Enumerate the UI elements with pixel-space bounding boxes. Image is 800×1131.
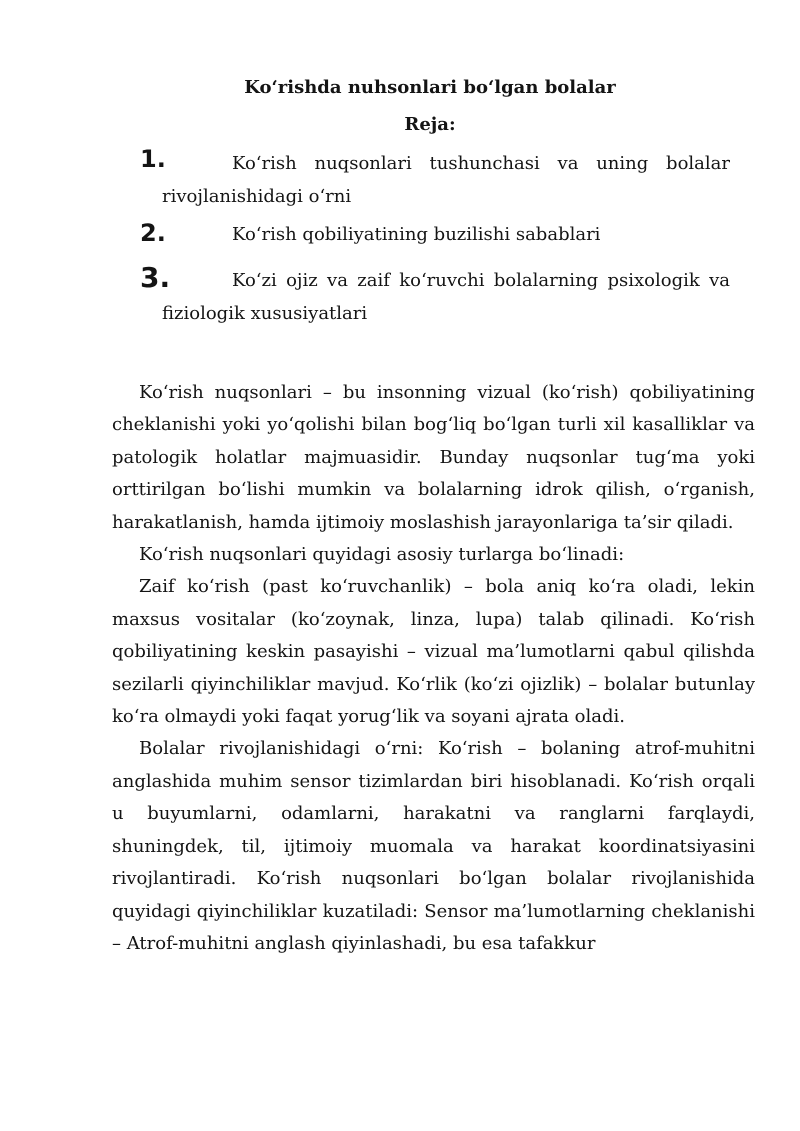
plan-item [140, 261, 730, 330]
plan-heading: Reja: [404, 114, 456, 135]
body-paragraph: Bolalar rivojlanishidagi o‘rni: Ko‘rish – bolaning atrof-muhitni anglashida muhim sensor tizimlardan biri hisoblanadi. Ko‘rish orqali u buyumlarni, odamlarni, harakatni va ranglarni farqlaydi, shuningdek, til, ijtimoiy muomala va harakat koordinatsiyasini rivojlantiradi. Ko‘rish nuqsonlari bo‘lgan bolalar rivojlanishida quyidagi qiyinchiliklar kuzatiladi: Sensor ma’lumotlarning cheklanishi – Atrof-muhitni anglash qiyinlashadi, bu esa tafakkur [112, 738, 755, 954]
document-body [112, 377, 755, 960]
plan-item-text: Ko‘rish qobiliyatining buzilishi sabablari [232, 224, 601, 245]
body-paragraph: Ko‘rish nuqsonlari quyidagi asosiy turlarga bo‘linadi: [139, 544, 625, 566]
plan-item-number: 3. [140, 261, 171, 294]
plan-item-text: Ko‘rish nuqsonlari tushunchasi va uning bolalar rivojlanishidagi o‘rni [162, 153, 730, 207]
plan-item-number: 1. [140, 145, 166, 173]
plan-item [140, 218, 730, 251]
plan-item-number: 2. [140, 219, 166, 247]
body-paragraph: Zaif ko‘rish (past ko‘ruvchanlik) – bola aniq ko‘ra oladi, lekin maxsus vositalar (ko‘zoynak, linza, lupa) talab qilinadi. Ko‘rish qobiliyatining keskin pasayishi – vizual ma’lumotlarni qabul qilishda sezilarli qiyinchiliklar mavjud. Ko‘rlik (ko‘zi ojizlik) – bolalar butunlay ko‘ra olmaydi yoki faqat yorug‘lik va soyani ajrata oladi. [112, 576, 755, 728]
plan-item [140, 147, 730, 213]
body-paragraph: Ko‘rish nuqsonlari – bu insonning vizual (ko‘rish) qobiliyatining cheklanishi yoki yo‘qolishi bilan bog‘liq bo‘lgan turli xil kasalliklar va patologik holatlar majmuasidir. Bunday nuqsonlar tug‘ma yoki orttirilgan bo‘lishi mumkin va bolalarning idrok qilish, o‘rganish, harakatlanish, hamda ijtimoiy moslashish jarayonlariga ta’sir qiladi. [112, 382, 755, 533]
plan-item-text: Ko‘zi ojiz va zaif ko‘ruvchi bolalarning psixologik va fiziologik xususiyatlari [162, 270, 730, 324]
document-title: Ko‘rishda nuhsonlari bo‘lgan bolalar [244, 77, 616, 98]
